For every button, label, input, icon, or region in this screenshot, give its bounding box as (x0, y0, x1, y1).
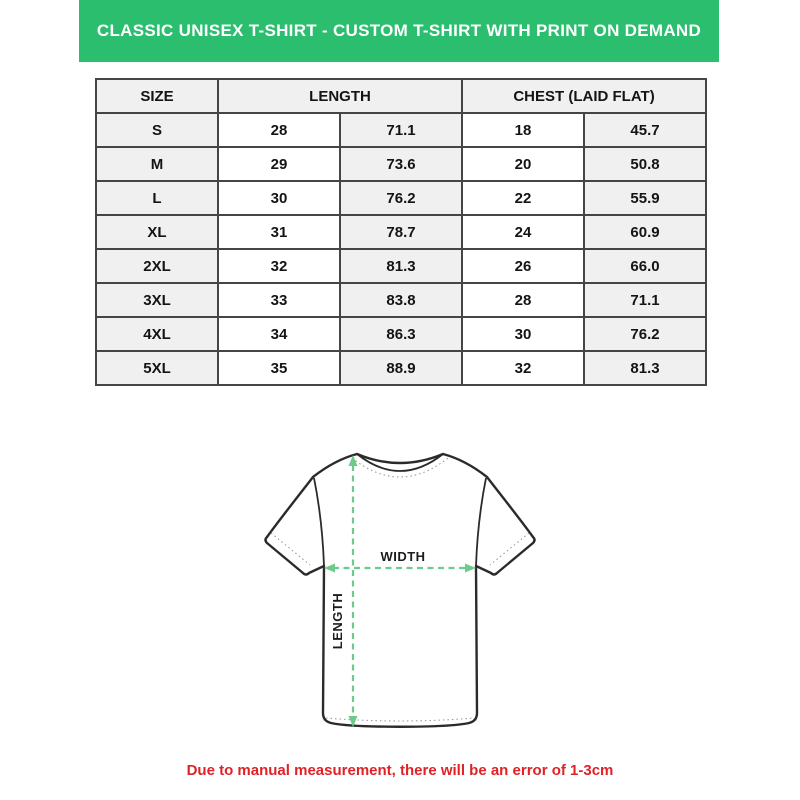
size-cell: 4XL (96, 317, 218, 351)
chest-in-cell: 28 (462, 283, 584, 317)
size-chart-table (95, 78, 707, 386)
size-cell: 2XL (96, 249, 218, 283)
length-label: LENGTH (330, 592, 345, 650)
length-in-cell: 28 (218, 113, 340, 147)
table-row (96, 351, 706, 385)
table-row (96, 181, 706, 215)
title-banner (79, 0, 719, 62)
length-cm-cell: 76.2 (340, 181, 462, 215)
chest-in-cell: 20 (462, 147, 584, 181)
size-cell: S (96, 113, 218, 147)
length-in-cell: 32 (218, 249, 340, 283)
col-header-size: SIZE (96, 79, 218, 113)
col-header-length: LENGTH (218, 79, 462, 113)
chest-in-cell: 32 (462, 351, 584, 385)
length-in-cell: 30 (218, 181, 340, 215)
chest-cm-cell: 66.0 (584, 249, 706, 283)
size-cell: 5XL (96, 351, 218, 385)
table-row (96, 317, 706, 351)
tshirt-measurement-diagram (240, 430, 560, 750)
length-cm-cell: 73.6 (340, 147, 462, 181)
size-cell: M (96, 147, 218, 181)
size-cell: L (96, 181, 218, 215)
tshirt-illustration (240, 430, 560, 750)
chest-cm-cell: 45.7 (584, 113, 706, 147)
chest-in-cell: 18 (462, 113, 584, 147)
length-cm-cell: 78.7 (340, 215, 462, 249)
chest-in-cell: 22 (462, 181, 584, 215)
width-label: WIDTH (380, 549, 426, 564)
chest-in-cell: 30 (462, 317, 584, 351)
size-cell: XL (96, 215, 218, 249)
table-row (96, 249, 706, 283)
table-row (96, 147, 706, 181)
chest-in-cell: 24 (462, 215, 584, 249)
chest-cm-cell: 76.2 (584, 317, 706, 351)
length-in-cell: 34 (218, 317, 340, 351)
length-in-cell: 33 (218, 283, 340, 317)
table-row (96, 215, 706, 249)
length-in-cell: 35 (218, 351, 340, 385)
size-cell: 3XL (96, 283, 218, 317)
length-in-cell: 29 (218, 147, 340, 181)
length-cm-cell: 71.1 (340, 113, 462, 147)
table-header-row (96, 79, 706, 113)
chest-cm-cell: 81.3 (584, 351, 706, 385)
tshirt-outline (266, 454, 535, 727)
size-table-body (96, 113, 706, 385)
chest-cm-cell: 60.9 (584, 215, 706, 249)
measurement-note: Due to manual measurement, there will be an error of 1-3cm (186, 762, 614, 779)
length-cm-cell: 81.3 (340, 249, 462, 283)
length-in-cell: 31 (218, 215, 340, 249)
col-header-chest: CHEST (LAID FLAT) (462, 79, 706, 113)
chest-cm-cell: 71.1 (584, 283, 706, 317)
length-cm-cell: 83.8 (340, 283, 462, 317)
table-row (96, 113, 706, 147)
length-cm-cell: 86.3 (340, 317, 462, 351)
chest-in-cell: 26 (462, 249, 584, 283)
chest-cm-cell: 55.9 (584, 181, 706, 215)
chest-cm-cell: 50.8 (584, 147, 706, 181)
length-cm-cell: 88.9 (340, 351, 462, 385)
page-title: CLASSIC UNISEX T-SHIRT - CUSTOM T-SHIRT WITH PRINT ON DEMAND (96, 21, 702, 40)
table-row (96, 283, 706, 317)
